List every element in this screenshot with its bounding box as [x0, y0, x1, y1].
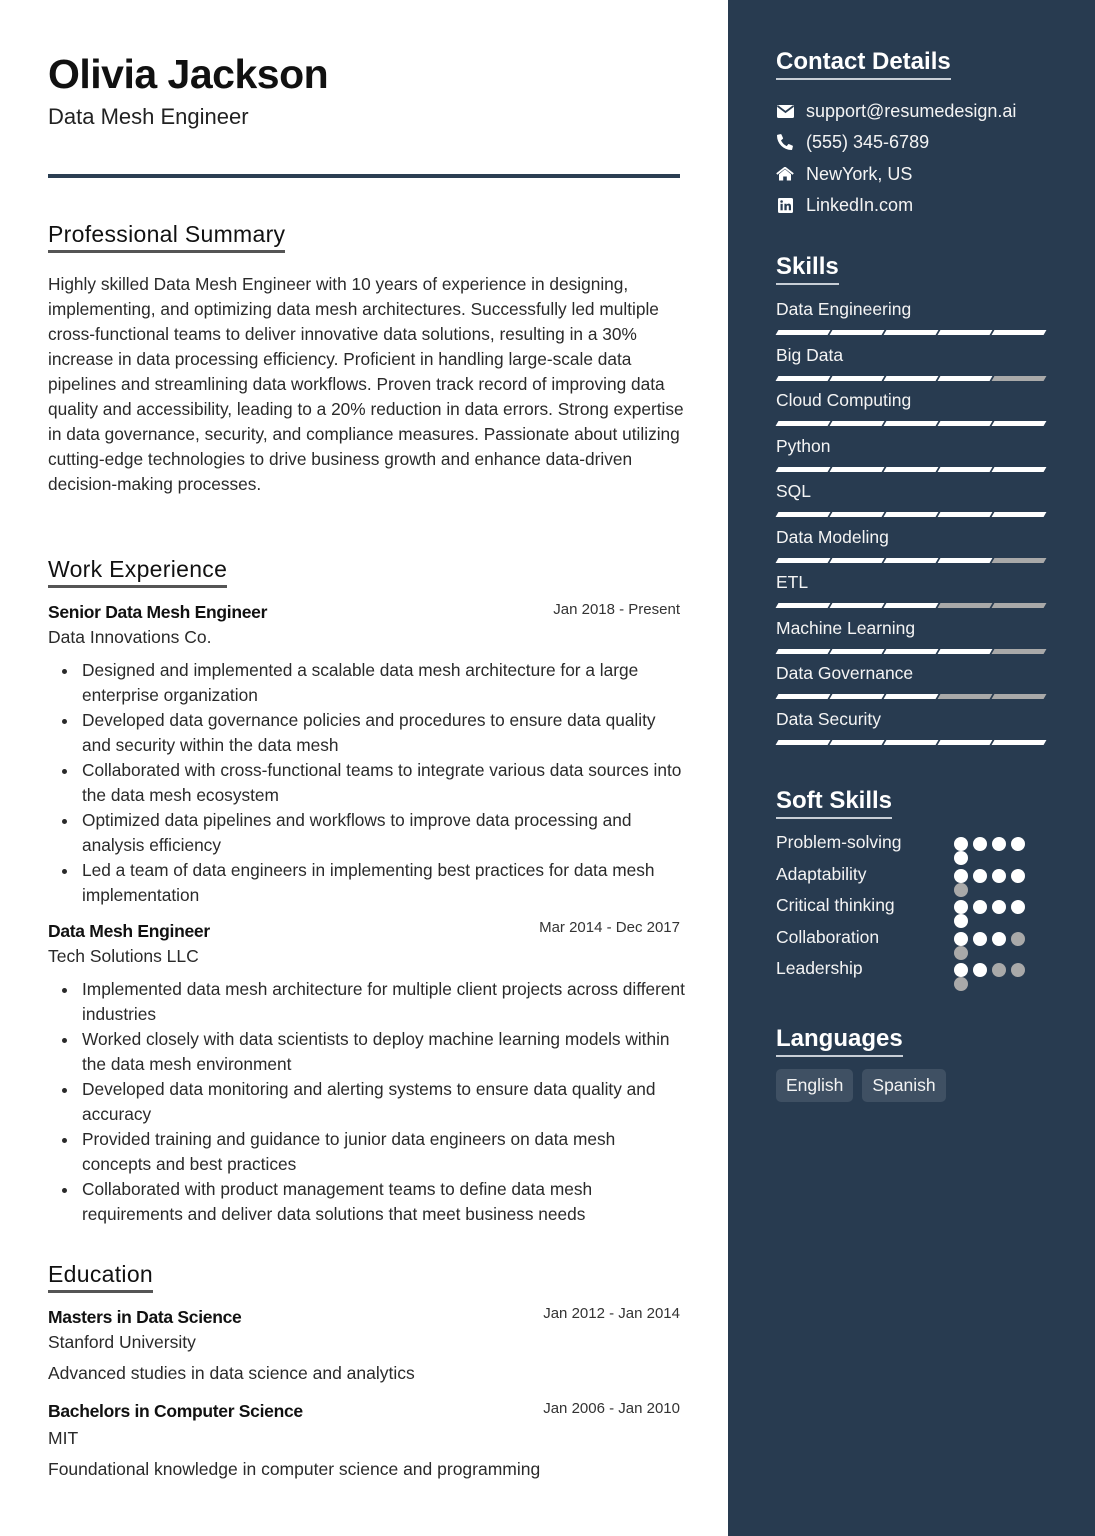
skill-level-segment: [938, 421, 993, 426]
language-pill: Spanish: [862, 1069, 945, 1102]
skill-level-bar: [777, 376, 1045, 381]
contact-location: [776, 162, 912, 186]
bullet-item: Worked closely with data scientists to deploy machine learning models within the data mesh environment: [48, 1027, 688, 1077]
section-title-soft-skills: Soft Skills: [776, 786, 892, 819]
level-dot: [1011, 837, 1025, 851]
section-title-skills: Skills: [776, 252, 839, 285]
skill-level-segment: [938, 467, 993, 472]
skill-level-segment: [776, 376, 831, 381]
linkedin-icon: [776, 196, 794, 214]
skill-name: Data Engineering: [776, 299, 912, 319]
skill-level-segment: [776, 694, 831, 699]
level-dot: [973, 837, 987, 851]
job-bullets: [48, 658, 688, 908]
education-description: Advanced studies in data science and analytics: [48, 1363, 415, 1383]
skill-level-bar: [777, 512, 1045, 517]
contact-linkedin[interactable]: [776, 193, 913, 217]
level-dot: [973, 869, 987, 883]
skill-level-bar: [777, 694, 1045, 699]
school-name: Stanford University: [48, 1332, 196, 1352]
education-description: Foundational knowledge in computer science and programming: [48, 1459, 541, 1479]
languages-list: [776, 1069, 946, 1102]
section-title-experience: Work Experience: [48, 554, 227, 588]
skill-level-segment: [992, 421, 1047, 426]
skill-level-segment: [830, 467, 885, 472]
soft-skill-name: Adaptability: [776, 863, 867, 884]
skill-level-segment: [830, 421, 885, 426]
skill-level-bar: [777, 603, 1045, 608]
level-dot: [1011, 932, 1025, 946]
skill-level-segment: [938, 603, 993, 608]
section-title-summary: Professional Summary: [48, 219, 285, 253]
skill-level-segment: [938, 330, 993, 335]
skill-level-segment: [830, 603, 885, 608]
soft-skill-name: Critical thinking: [776, 895, 895, 916]
candidate-role: Data Mesh Engineer: [48, 104, 249, 129]
job-title: Senior Data Mesh Engineer: [48, 602, 268, 622]
skill-level-segment: [884, 330, 939, 335]
skill-name: Data Security: [776, 708, 882, 729]
skill-level-segment: [830, 694, 885, 699]
skill-level-bar: [777, 421, 1045, 426]
level-dot: [954, 869, 968, 883]
education-date: Jan 2006 - Jan 2010: [543, 1400, 680, 1417]
bullet-item: Led a team of data engineers in implementing best practices for data mesh implementation: [48, 858, 688, 908]
level-dot: [954, 914, 968, 928]
skill-level-segment: [830, 558, 885, 563]
skill-level-segment: [884, 740, 939, 745]
skill-level-bar: [777, 558, 1045, 563]
bullet-item: Optimized data pipelines and workflows to improve data processing and analysis efficiency: [48, 808, 688, 858]
section-title-contact: Contact Details: [776, 47, 951, 80]
level-dot: [954, 900, 968, 914]
skill-level-segment: [884, 558, 939, 563]
skill-level-bar: [777, 649, 1045, 654]
level-dot: [992, 869, 1006, 883]
soft-skill-level-dots: [954, 900, 1034, 928]
level-dot: [992, 837, 1006, 851]
school-name: MIT: [48, 1428, 79, 1448]
candidate-name: Olivia Jackson: [48, 51, 329, 97]
soft-skill-name: Problem-solving: [776, 832, 902, 852]
level-dot: [1011, 869, 1025, 883]
skill-level-segment: [992, 330, 1047, 335]
skill-level-bar: [777, 467, 1045, 472]
skill-level-segment: [992, 603, 1047, 608]
skill-level-segment: [830, 376, 885, 381]
skill-level-segment: [884, 649, 939, 654]
skill-level-segment: [884, 694, 939, 699]
skill-name: Python: [776, 435, 831, 456]
skill-level-segment: [938, 376, 993, 381]
phone-icon: [776, 133, 794, 151]
skill-level-segment: [992, 649, 1047, 654]
language-pill: English: [776, 1069, 853, 1102]
skill-level-segment: [830, 649, 885, 654]
level-dot: [954, 837, 968, 851]
soft-skill-name: Collaboration: [776, 926, 880, 947]
skill-level-segment: [776, 467, 831, 472]
skill-level-segment: [776, 603, 831, 608]
skill-level-segment: [776, 512, 831, 517]
envelope-icon: [776, 102, 794, 120]
skill-level-segment: [884, 467, 939, 472]
skill-level-segment: [884, 512, 939, 517]
skill-level-segment: [830, 330, 885, 335]
skill-level-segment: [938, 512, 993, 517]
job-company: Tech Solutions LLC: [48, 946, 199, 966]
bullet-item: Collaborated with cross-functional teams to integrate various data sources into the data mesh ecosystem: [48, 758, 688, 808]
skill-name: Cloud Computing: [776, 390, 912, 410]
job-company: Data Innovations Co.: [48, 627, 212, 647]
level-dot: [973, 963, 987, 977]
skill-level-segment: [992, 740, 1047, 745]
contact-email-text: support@resumedesign.ai: [806, 100, 1017, 121]
section-title-education: Education: [48, 1259, 153, 1293]
skill-level-segment: [938, 558, 993, 563]
soft-skill-level-dots: [954, 963, 1034, 991]
job-date: Mar 2014 - Dec 2017: [539, 919, 680, 936]
contact-location-text: NewYork, US: [806, 163, 913, 184]
contact-linkedin-text: LinkedIn.com: [806, 194, 914, 215]
level-dot: [973, 932, 987, 946]
degree-title: Bachelors in Computer Science: [48, 1401, 303, 1421]
level-dot: [954, 963, 968, 977]
section-title-languages: Languages: [776, 1024, 903, 1057]
bullet-item: Developed data monitoring and alerting systems to ensure data quality and accuracy: [48, 1077, 688, 1127]
skill-level-segment: [776, 649, 831, 654]
skill-name: Data Governance: [776, 663, 914, 683]
degree-title: Masters in Data Science: [48, 1307, 242, 1327]
skill-level-segment: [992, 558, 1047, 563]
level-dot: [954, 932, 968, 946]
summary-text: Highly skilled Data Mesh Engineer with 10 years of experience in designing, implementing, and optimizing data mesh architectures. Successfully led multiple cross-functional teams to deliver innovative data solutions, resulting in a 30% increase in data processing efficiency. Proficient in handling large-scale data pipelines and streamlining data workflows. Proven track record of improving data quality and accessibility, leading to a 20% reduction in data errors. Strong expertise in data governance, security, and compliance measures. Passionate about utilizing cutting-edge technologies to drive business growth and enhance data-driven decision-making processes.: [48, 274, 684, 494]
bullet-item: Developed data governance policies and procedures to ensure data quality and security within the data mesh: [48, 708, 688, 758]
skill-level-segment: [830, 512, 885, 517]
skill-name: Data Modeling: [776, 526, 889, 547]
skill-level-segment: [776, 330, 831, 335]
skill-level-segment: [884, 376, 939, 381]
education-date: Jan 2012 - Jan 2014: [543, 1305, 680, 1322]
skill-level-segment: [884, 603, 939, 608]
level-dot: [954, 851, 968, 865]
bullet-item: Designed and implemented a scalable data mesh architecture for a large enterprise organization: [48, 658, 688, 708]
skill-level-segment: [992, 512, 1047, 517]
level-dot: [954, 977, 968, 991]
job-bullets: [48, 977, 688, 1227]
level-dot: [992, 932, 1006, 946]
level-dot: [992, 963, 1006, 977]
skill-level-bar: [777, 740, 1045, 745]
skill-name: Big Data: [776, 344, 844, 365]
soft-skill-level-dots: [954, 869, 1034, 897]
skill-name: ETL: [776, 572, 809, 592]
skill-level-segment: [938, 740, 993, 745]
skill-level-segment: [938, 649, 993, 654]
skill-level-segment: [776, 421, 831, 426]
job-title: Data Mesh Engineer: [48, 921, 210, 941]
skill-level-segment: [938, 694, 993, 699]
contact-phone[interactable]: [776, 130, 929, 154]
job-date: Jan 2018 - Present: [553, 601, 680, 618]
level-dot: [973, 900, 987, 914]
soft-skill-level-dots: [954, 932, 1034, 960]
contact-email[interactable]: [776, 99, 1016, 123]
skill-level-segment: [992, 376, 1047, 381]
header-divider: [48, 174, 680, 178]
bullet-item: Provided training and guidance to junior data engineers on data mesh concepts and best practices: [48, 1127, 688, 1177]
skill-level-segment: [776, 558, 831, 563]
skill-level-bar: [777, 330, 1045, 335]
skill-level-segment: [992, 694, 1047, 699]
level-dot: [1011, 963, 1025, 977]
level-dot: [954, 883, 968, 897]
skill-level-segment: [830, 740, 885, 745]
soft-skill-name: Leadership: [776, 958, 863, 979]
skill-level-segment: [992, 467, 1047, 472]
contact-phone-text: (555) 345-6789: [806, 131, 930, 152]
skill-name: Machine Learning: [776, 617, 916, 638]
skill-level-segment: [884, 421, 939, 426]
soft-skill-level-dots: [954, 837, 1034, 865]
level-dot: [992, 900, 1006, 914]
level-dot: [1011, 900, 1025, 914]
level-dot: [954, 946, 968, 960]
home-icon: [776, 165, 794, 183]
sidebar: [728, 0, 1095, 1536]
skill-name: SQL: [776, 481, 812, 501]
bullet-item: Collaborated with product management teams to define data mesh requirements and deliver data solutions that meet business needs: [48, 1177, 688, 1227]
skill-level-segment: [776, 740, 831, 745]
bullet-item: Implemented data mesh architecture for multiple client projects across different industries: [48, 977, 688, 1027]
